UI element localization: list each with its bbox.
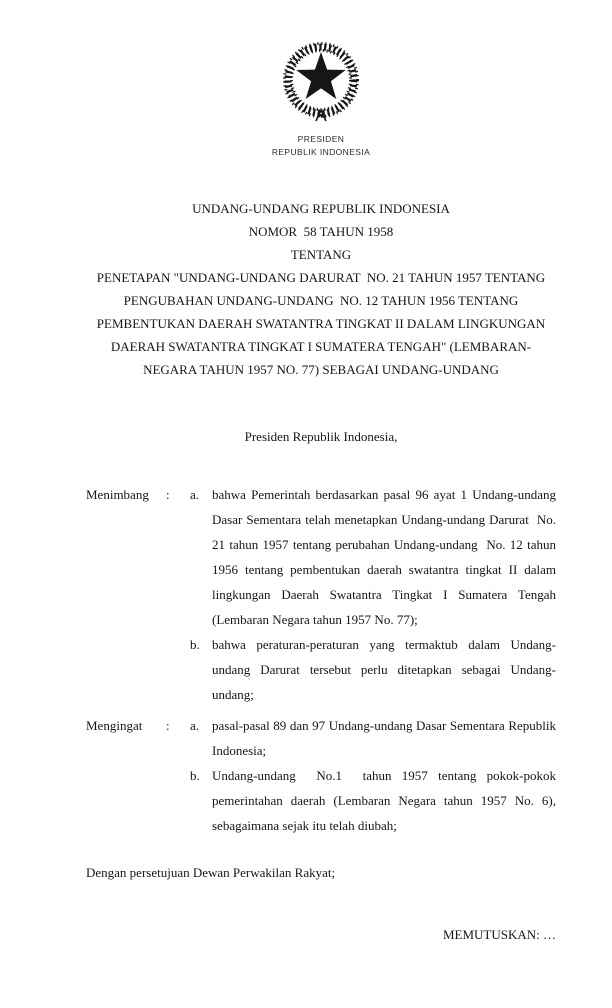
presidential-emblem <box>86 40 556 159</box>
menimbang-colon: : <box>166 487 170 502</box>
title-tentang: TENTANG <box>290 247 352 262</box>
mengingat-item-a <box>190 713 560 763</box>
memutuskan-line: MEMUTUSKAN: … <box>442 927 556 942</box>
item-marker: a. <box>190 487 200 502</box>
menimbang-label: Menimbang <box>86 487 149 502</box>
emblem-label-republik-indonesia: REPUBLIK INDONESIA <box>271 147 371 157</box>
menimbang-items <box>190 482 560 707</box>
menimbang-item-b <box>190 632 556 707</box>
item-marker: b. <box>190 768 200 783</box>
item-text: bahwa Pemerintah berdasarkan pasal 96 ayat 1 Undang-undang Dasar Sementara telah menetapkan Undang-undang Darurat No. 21 tahun 1957 tentang perubahan Undang-undang No. 12 tahun 1956 tentang pembentukan daerah swatantra tingkat II dalam lingkungan Daerah Swatantra Tingkat I Sumatera Tengah (Lembaran Negara tahun 1957 No. 77); <box>212 487 560 627</box>
mengingat-label: Mengingat <box>86 718 143 733</box>
item-marker: a. <box>190 718 200 733</box>
title-law-name: UNDANG-UNDANG REPUBLIK INDONESIA <box>192 201 450 216</box>
item-text: Undang-undang No.1 tahun 1957 tentang pokok-pokok pemerintahan daerah (Lembaran Negara tahun 1957 No. 6), sebagaimana sejak itu telah diubah; <box>212 768 560 833</box>
menimbang-section <box>86 482 560 707</box>
title-subject-line: PENGUBAHAN UNDANG-UNDANG NO. 12 TAHUN 1956 TENTANG <box>123 293 519 308</box>
title-subject-line: DAERAH SWATANTRA TINGKAT I SUMATERA TENGAH" (LEMBARAN- <box>110 339 532 354</box>
star-wreath-icon <box>280 40 362 124</box>
mengingat-colon: : <box>166 718 170 733</box>
document-title-block <box>86 197 556 381</box>
title-subject <box>86 266 556 381</box>
item-marker: b. <box>190 637 200 652</box>
salutation-line: Presiden Republik Indonesia, <box>244 429 398 444</box>
title-subject-line: PENETAPAN "UNDANG-UNDANG DARURAT NO. 21 TAHUN 1957 TENTANG <box>96 270 546 285</box>
agreement-line: Dengan persetujuan Dewan Perwakilan Rakyat; <box>86 865 336 880</box>
item-text: pasal-pasal 89 dan 97 Undang-undang Dasar Sementara Republik Indonesia; <box>212 718 560 758</box>
title-law-number: NOMOR 58 TAHUN 1958 <box>248 224 394 239</box>
mengingat-section <box>86 713 560 838</box>
mengingat-items <box>190 713 560 838</box>
title-subject-line: PEMBENTUKAN DAERAH SWATANTRA TINGKAT II DALAM LINGKUNGAN <box>96 316 546 331</box>
mengingat-item-b <box>190 763 560 838</box>
emblem-label-presiden: PRESIDEN <box>297 134 345 144</box>
menimbang-item-a <box>190 482 560 632</box>
title-subject-line: NEGARA TAHUN 1957 NO. 77) SEBAGAI UNDANG-UNDANG <box>143 362 499 377</box>
item-text: bahwa peraturan-peraturan yang termaktub dalam Undang-undang Darurat tersebut perlu ditetapkan sebagai Undang-undang; <box>212 637 556 702</box>
